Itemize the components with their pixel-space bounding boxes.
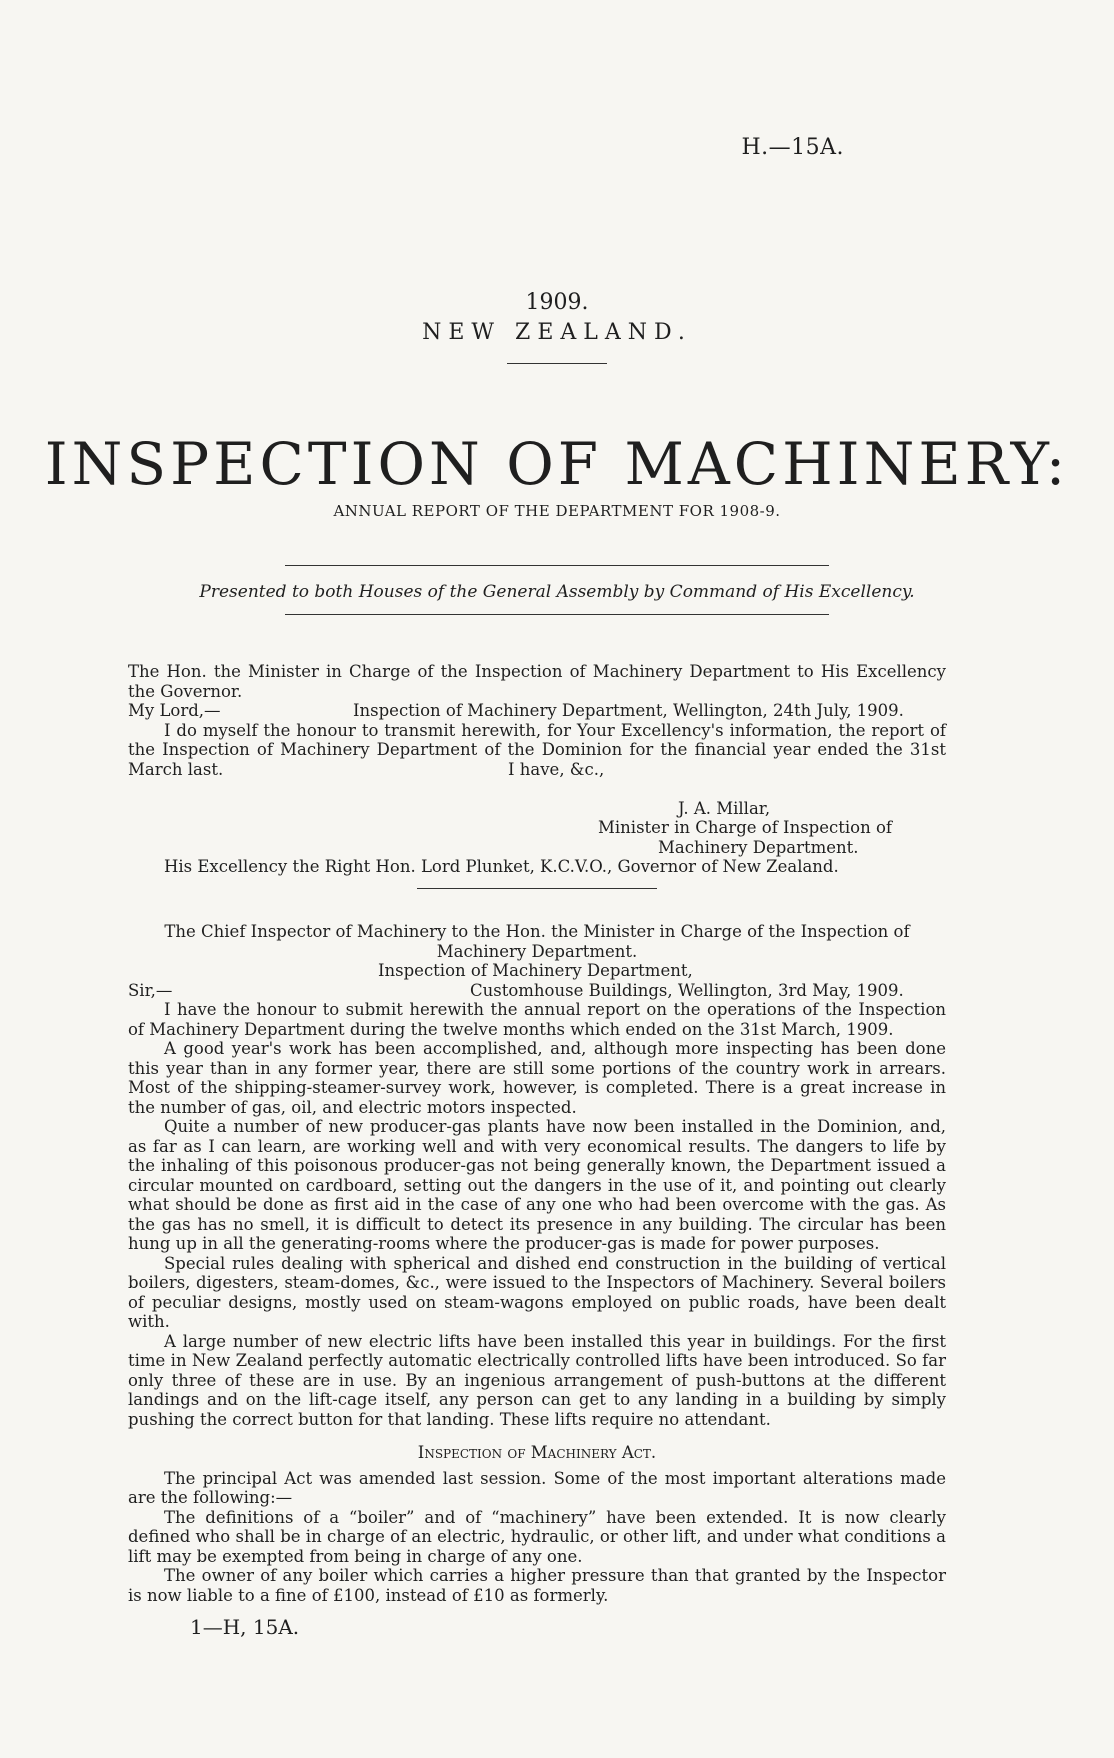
- country-heading: NEW ZEALAND.: [422, 320, 692, 345]
- section-paragraph-1: The principal Act was amended last session. Some of the most important alterations made are the following:—: [128, 1468, 946, 1507]
- report-paragraph-1: I have the honour to submit herewith the annual report on the operations of the Inspection of Machinery Department during the twelve months which ended on the 31st March, 1909.: [128, 1000, 946, 1039]
- report-subtitle: ANNUAL REPORT OF THE DEPARTMENT FOR 1908-9.: [333, 502, 781, 520]
- chief-address-line: The Chief Inspector of Machinery to the Hon. the Minister in Charge of the Inspection of Machinery Department.: [164, 922, 910, 961]
- section-heading: Inspection of Machinery Act.: [417, 1443, 657, 1462]
- divider-short: [507, 363, 607, 364]
- minister-addressee: His Excellency the Right Hon. Lord Plunket, K.C.V.O., Governor of New Zealand.: [164, 857, 839, 876]
- divider-mid: [417, 888, 657, 889]
- chief-place-line-1: Inspection of Machinery Department,: [378, 961, 693, 980]
- chief-place-line-2: Customhouse Buildings, Wellington, 3rd May, 1909.: [470, 980, 904, 1000]
- minister-salutation-row: [128, 701, 946, 721]
- chief-inspector-report: [128, 922, 946, 1605]
- report-year: 1909.: [525, 290, 589, 315]
- report-paragraph-3: Quite a number of new producer-gas plants have now been installed in the Dominion, and, as far as I can learn, are working well and with very economical results. The dangers to life by the inhaling of this poisonous producer-gas not being generally known, the Department issued a circular mounted on cardboard, setting out the dangers in the use of it, and pointing out clearly what should be done as first aid in the case of any one who had been overcome with the gas. As the gas has no smell, it is difficult to detect its presence in any building. The circular has been hung up in all the generating-rooms where the producer-gas is made for power purposes.: [128, 1117, 946, 1253]
- minister-address-text: The Hon. the Minister in Charge of the Inspection of Machinery Department to His Excellency the Governor.: [128, 662, 946, 701]
- divider-bottom: [285, 614, 829, 615]
- minister-signatory: J. A. Millar,: [678, 798, 771, 818]
- report-paragraph-4: Special rules dealing with spherical and dished end construction in the building of vertical boilers, digesters, steam-domes, &c., were issued to the Inspectors of Machinery. Several boilers of peculiar designs, mostly used on steam-wagons employed on public roads, have been dealt with.: [128, 1253, 946, 1331]
- section-paragraph-2: The definitions of a “boiler” and of “machinery” have been extended. It is now clearly defined who shall be in charge of an electric, hydraulic, or other lift, and under what conditions a lift may be exempted from being in charge of any one.: [128, 1507, 946, 1566]
- minister-letter: [128, 662, 946, 877]
- report-paragraph-5: A large number of new electric lifts have been installed this year in buildings. For the first time in New Zealand perfectly automatic electrically controlled lifts have been introduced. So far only three of these are in use. By an ingenious arrangement of push-buttons at the different landings and on the lift-cage itself, any person can get to any landing in a building by simply pushing the correct button for that landing. These lifts require no attendant.: [128, 1331, 946, 1429]
- document-reference: H.—15A.: [741, 135, 844, 160]
- minister-letter-body: I do myself the honour to transmit herewith, for Your Excellency's information, the report of the Inspection of Machinery Department of the Dominion for the financial year ended the 31st March last.: [128, 720, 946, 779]
- minister-title-line-2: Machinery Department.: [658, 837, 859, 857]
- signature-mark: 1—H, 15A.: [190, 1615, 300, 1639]
- presentation-line: Presented to both Houses of the General Assembly by Command of His Excellency.: [199, 582, 915, 602]
- report-title: INSPECTION OF MACHINERY:: [44, 430, 1070, 498]
- minister-salutation: My Lord,—: [128, 701, 221, 720]
- minister-letter-address: [128, 662, 946, 701]
- report-paragraph-2: A good year's work has been accomplished, and, although more inspecting has been done this year than in any former year, there are still some portions of the country work in arrears. Most of the shipping-steamer-survey work, however, is completed. There is a great increase in the number of gas, oil, and electric motors inspected.: [128, 1039, 946, 1117]
- chief-salutation-row: [128, 981, 946, 1001]
- section-paragraph-3: The owner of any boiler which carries a higher pressure than that granted by the Inspector is now liable to a fine of £100, instead of £10 as formerly.: [128, 1566, 946, 1605]
- minister-closing-row: [128, 759, 946, 799]
- minister-place-date: Inspection of Machinery Department, Wellington, 24th July, 1909.: [353, 701, 904, 720]
- minister-closing: I have, &c.,: [508, 759, 605, 779]
- divider-top: [285, 565, 829, 566]
- minister-title-line-1: Minister in Charge of Inspection of: [598, 818, 892, 837]
- chief-salutation: Sir,—: [128, 980, 173, 1000]
